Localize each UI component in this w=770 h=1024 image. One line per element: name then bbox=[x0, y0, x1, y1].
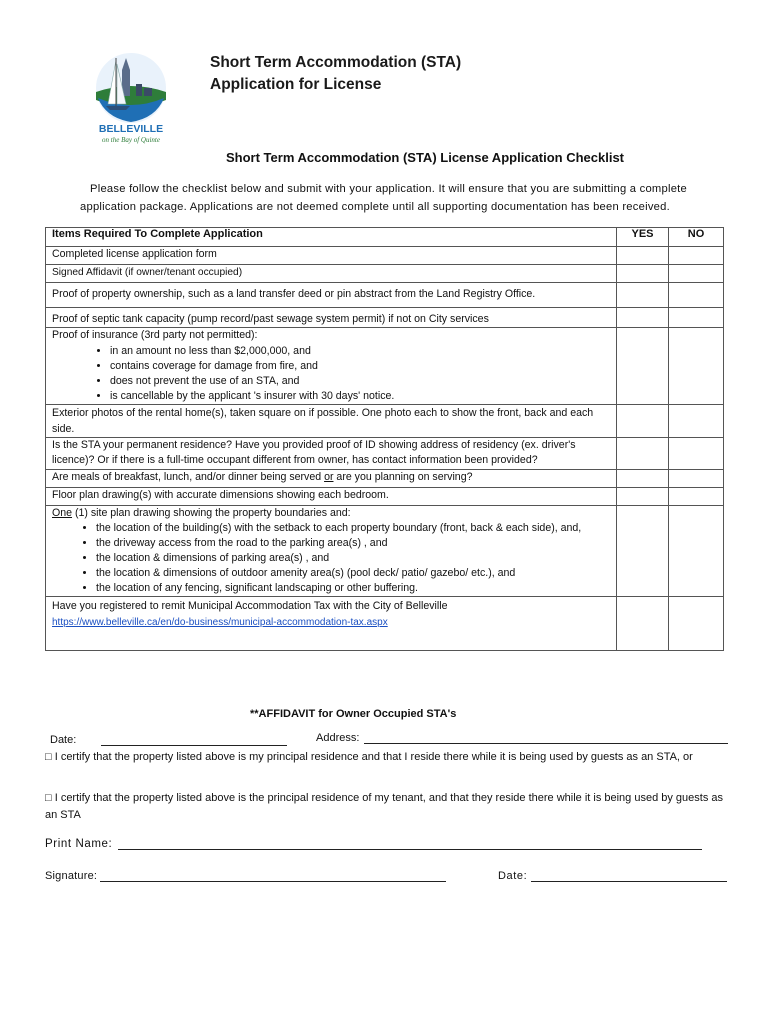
tax-link[interactable]: https://www.belleville.ca/en/do-business/municipal-accommodation-tax.aspx bbox=[52, 616, 388, 628]
list-item: • in an amount no less than $2,000,000, and bbox=[110, 344, 616, 359]
signature-date-row bbox=[498, 870, 727, 882]
logo-text: BELLEVILLE bbox=[98, 123, 164, 135]
table-row bbox=[46, 469, 724, 487]
no-checkbox[interactable] bbox=[669, 437, 724, 469]
yes-checkbox[interactable] bbox=[617, 247, 669, 265]
no-checkbox[interactable] bbox=[669, 487, 724, 505]
title-line-1: Short Term Accommodation (STA) bbox=[210, 54, 462, 71]
checklist-heading: Short Term Accommodation (STA) License Application Checklist bbox=[226, 150, 624, 165]
yes-checkbox[interactable] bbox=[617, 328, 669, 405]
tax-question: Have you registered to remit Municipal Accommodation Tax with the City of Belleville bbox=[52, 600, 448, 612]
item-application-form: Completed license application form bbox=[46, 247, 617, 265]
date-label: Date: bbox=[50, 734, 77, 746]
yes-checkbox[interactable] bbox=[617, 437, 669, 469]
intro-line-1: Please follow the checklist below and submit with your application. It will ensure that you are submitting a complete bbox=[90, 183, 687, 195]
yes-checkbox[interactable] bbox=[617, 308, 669, 328]
intro-line-2: application package. Applications are not deemed complete until all supporting documentation has been received. bbox=[80, 201, 670, 213]
page-title bbox=[210, 52, 461, 96]
affidavit-title: **AFFIDAVIT for Owner Occupied STA's bbox=[250, 708, 457, 720]
list-item: • the location of any fencing, significant landscaping or other buffering. bbox=[96, 581, 616, 596]
list-item: • does not prevent the use of an STA, and bbox=[110, 374, 616, 389]
yes-checkbox[interactable] bbox=[617, 469, 669, 487]
item-septic-capacity: Proof of septic tank capacity (pump record/past sewage system permit) if not on City services bbox=[46, 308, 617, 328]
address-field[interactable] bbox=[364, 743, 728, 744]
list-item: • the driveway access from the road to the parking area(s) , and bbox=[96, 536, 616, 551]
signature-field[interactable] bbox=[100, 881, 446, 882]
yes-checkbox[interactable] bbox=[617, 505, 669, 597]
signature-row bbox=[45, 870, 446, 882]
signature-date-label: Date: bbox=[498, 870, 528, 882]
table-row bbox=[46, 597, 724, 651]
print-name-row bbox=[45, 838, 702, 850]
item-property-ownership: Proof of property ownership, such as a land transfer deed or pin abstract from the Land Registry Office. bbox=[46, 283, 617, 308]
col-header-item: Items Required To Complete Application bbox=[46, 228, 617, 247]
list-item: • is cancellable by the applicant 's insurer with 30 days' notice. bbox=[110, 389, 616, 404]
print-name-field[interactable] bbox=[118, 849, 702, 850]
insurance-lead: Proof of insurance (3rd party not permitted): bbox=[52, 329, 258, 341]
table-row bbox=[46, 247, 724, 265]
table-row bbox=[46, 265, 724, 283]
signature-date-field[interactable] bbox=[531, 881, 727, 882]
no-checkbox[interactable] bbox=[669, 597, 724, 651]
signature-label: Signature: bbox=[45, 870, 98, 882]
meals-or: or bbox=[324, 470, 334, 483]
meals-text-a: Are meals of breakfast, lunch, and/or dinner being served bbox=[52, 470, 325, 483]
insurance-list bbox=[52, 344, 616, 404]
list-item: • contains coverage for damage from fire, and bbox=[110, 359, 616, 374]
no-checkbox[interactable] bbox=[669, 265, 724, 283]
col-header-no: NO bbox=[669, 228, 724, 247]
meals-text-b: are you planning on serving? bbox=[333, 470, 473, 483]
certify-tenant-option[interactable]: □ I certify that the property listed above is the principal residence of my tenant, and that they reside there while it is being used by guests as an STA bbox=[45, 792, 724, 821]
item-insurance bbox=[46, 328, 617, 405]
list-item: • the location of the building(s) with the setback to each property boundary (front, back & each side), and, bbox=[96, 521, 616, 536]
address-label: Address: bbox=[316, 732, 360, 744]
yes-checkbox[interactable] bbox=[617, 597, 669, 651]
table-row bbox=[46, 328, 724, 405]
table-row bbox=[46, 505, 724, 597]
site-plan-lead: (1) site plan drawing showing the property boundaries and: bbox=[72, 506, 351, 519]
no-checkbox[interactable] bbox=[669, 283, 724, 308]
table-header-row bbox=[46, 228, 724, 247]
checklist-table bbox=[45, 227, 724, 651]
belleville-logo bbox=[86, 52, 176, 144]
list-item: • the location & dimensions of parking area(s) , and bbox=[96, 551, 616, 566]
table-row bbox=[46, 437, 724, 469]
yes-checkbox[interactable] bbox=[617, 487, 669, 505]
yes-checkbox[interactable] bbox=[617, 283, 669, 308]
table-row bbox=[46, 404, 724, 437]
list-item: • the location & dimensions of outdoor amenity area(s) (pool deck/ patio/ gazebo/ etc.), and bbox=[96, 566, 616, 581]
affidavit-address-row bbox=[316, 732, 728, 744]
no-checkbox[interactable] bbox=[669, 328, 724, 405]
table-row bbox=[46, 308, 724, 328]
no-checkbox[interactable] bbox=[669, 308, 724, 328]
site-plan-one: One bbox=[52, 506, 73, 519]
no-checkbox[interactable] bbox=[669, 469, 724, 487]
item-site-plan bbox=[46, 505, 617, 597]
table-row bbox=[46, 487, 724, 505]
yes-checkbox[interactable] bbox=[617, 265, 669, 283]
logo-tagline: on the Bay of Quinte bbox=[102, 136, 160, 144]
no-checkbox[interactable] bbox=[669, 505, 724, 597]
print-name-label: Print Name: bbox=[45, 838, 113, 850]
site-plan-list bbox=[52, 521, 616, 596]
checklist-intro bbox=[80, 180, 730, 216]
item-floor-plan: Floor plan drawing(s) with accurate dimensions showing each bedroom. bbox=[46, 487, 617, 505]
item-permanent-residence: Is the STA your permanent residence? Have you provided proof of ID showing address of residency (ex. driver's licence)? Or if there is a full-time occupant different from owner, has contact information been provided? bbox=[46, 437, 617, 469]
no-checkbox[interactable] bbox=[669, 404, 724, 437]
title-line-2: Application for License bbox=[210, 76, 382, 93]
table-row bbox=[46, 283, 724, 308]
certify-owner-option[interactable]: □ I certify that the property listed above is my principal residence and that I reside there while it is being used by guests as an STA, or bbox=[45, 751, 693, 763]
date-field[interactable] bbox=[101, 745, 287, 746]
item-exterior-photos: Exterior photos of the rental home(s), taken square on if possible. One photo each to show the front, back and each side. bbox=[46, 404, 617, 437]
item-accommodation-tax bbox=[46, 597, 617, 651]
yes-checkbox[interactable] bbox=[617, 404, 669, 437]
item-signed-affidavit: Signed Affidavit (if owner/tenant occupied) bbox=[46, 265, 617, 283]
col-header-yes: YES bbox=[617, 228, 669, 247]
no-checkbox[interactable] bbox=[669, 247, 724, 265]
item-meals bbox=[46, 469, 617, 487]
affidavit-date-row bbox=[50, 734, 287, 746]
